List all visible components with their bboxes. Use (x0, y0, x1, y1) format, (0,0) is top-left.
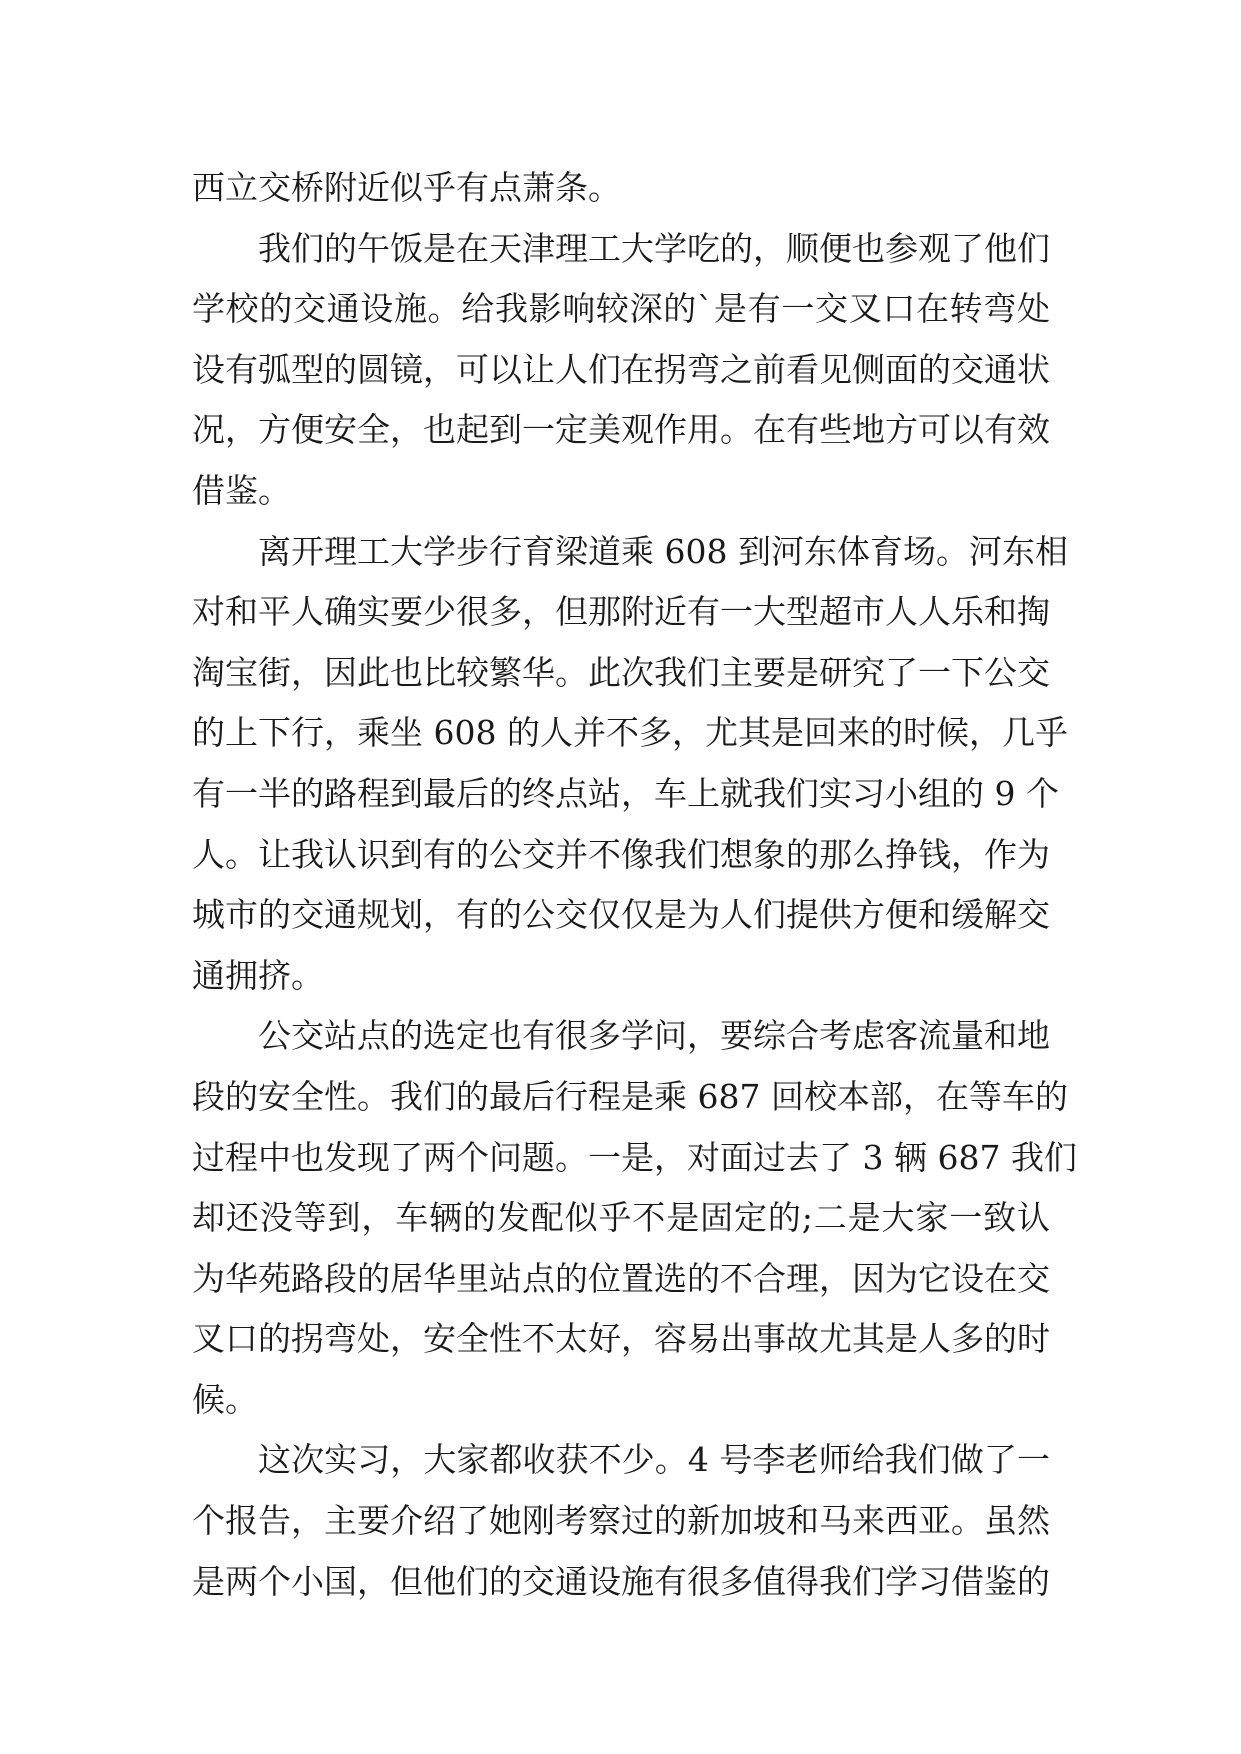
text-line: 公交站点的选定也有很多学问，要综合考虑客流量和地 (258, 1016, 1050, 1056)
text-line: 叉口的拐弯处，安全性不太好，容易出事故尤其是人多的时 (192, 1319, 1050, 1359)
text-line: 设有弧型的圆镜，可以让人们在拐弯之前看见侧面的交通状 (192, 349, 1050, 389)
text-line: 况，方便安全，也起到一定美观作用。在有些地方可以有效 (192, 410, 1050, 450)
text-line: 西立交桥附近似乎有点萧条。 (192, 168, 621, 207)
text-line: 的上下行，乘坐 608 的人并不多，尤其是回来的时候，几乎 (192, 713, 1068, 753)
text-line: 我们的午饭是在天津理工大学吃的，顺便也参观了他们 (258, 228, 1050, 268)
text-line: 对和平人确实要少很多，但那附近有一大型超市人人乐和掏 (192, 592, 1050, 632)
text-line: 离开理工大学步行育梁道乘 608 到河东体育场。河东相 (258, 531, 1068, 571)
text-line: 人。让我认识到有的公交并不像我们想象的那么挣钱，作为 (192, 834, 1050, 874)
document-body (192, 158, 1077, 1612)
text-line: 学校的交通设施。给我影响较深的`是有一交叉口在转弯处 (192, 289, 1050, 329)
text-line: 候。 (192, 1379, 258, 1419)
text-line: 有一半的路程到最后的终点站，车上就我们实习小组的 9 个 (192, 773, 1059, 813)
text-line: 借鉴。 (192, 470, 291, 510)
text-line: 为华苑路段的居华里站点的位置选的不合理，因为它设在交 (192, 1258, 1050, 1298)
text-line: 淘宝街，因此也比较繁华。此次我们主要是研究了一下公交 (192, 652, 1050, 692)
text-line: 个报告，主要介绍了她刚考察过的新加坡和马来西亚。虽然 (192, 1501, 1050, 1541)
text-line: 城市的交通规划，有的公交仅仅是为人们提供方便和缓解交 (192, 895, 1050, 935)
text-line: 过程中也发现了两个问题。一是，对面过去了 3 辆 687 我们 (192, 1137, 1077, 1177)
text-line: 是两个小国，但他们的交通设施有很多值得我们学习借鉴的 (192, 1561, 1050, 1601)
text-line: 这次实习，大家都收获不少。4 号李老师给我们做了一 (258, 1440, 1050, 1480)
text-line: 却还没等到，车辆的发配似乎不是固定的;二是大家一致认 (192, 1198, 1050, 1238)
text-line: 通拥挤。 (192, 955, 324, 995)
text-line: 段的安全性。我们的最后行程是乘 687 回校本部，在等车的 (192, 1076, 1068, 1116)
